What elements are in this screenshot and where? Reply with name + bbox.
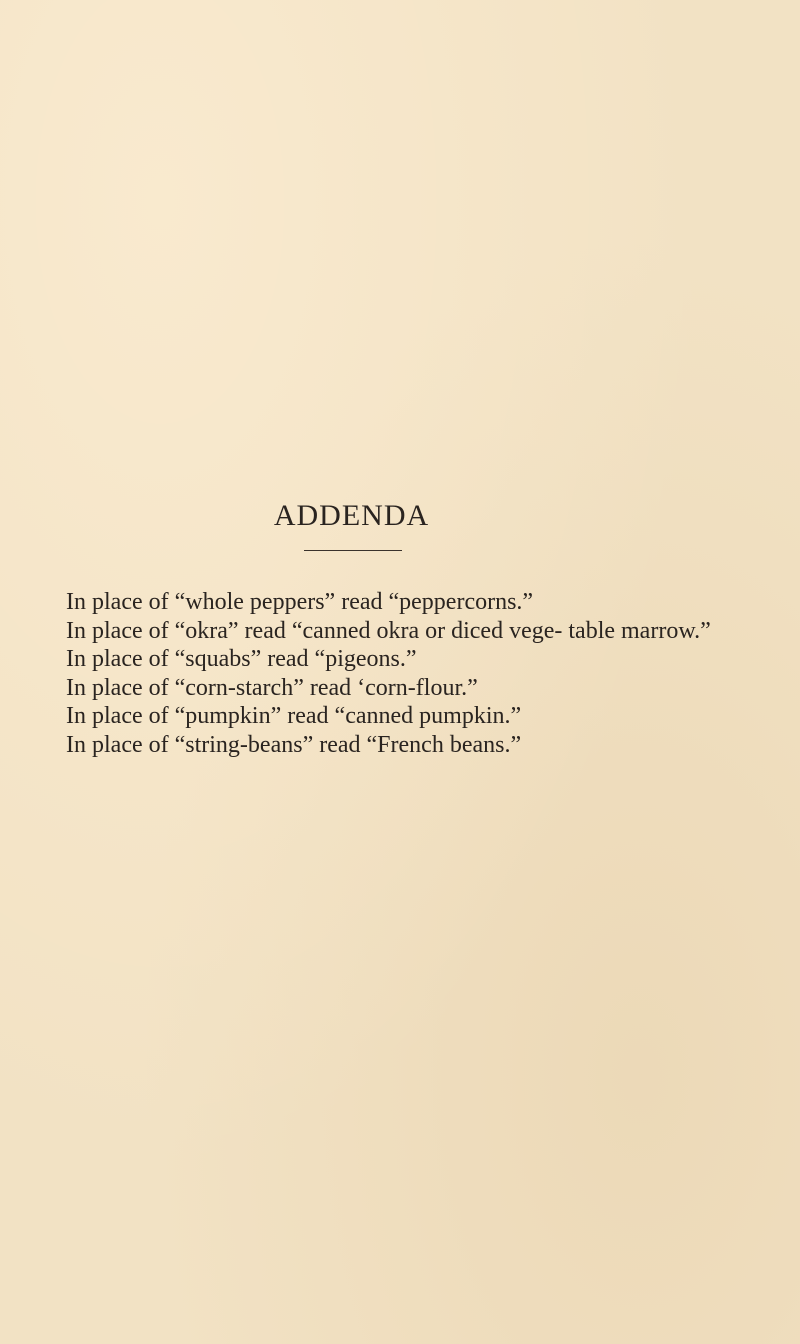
page-heading: ADDENDA (273, 499, 430, 532)
addenda-entry: In place of “okra” read “canned okra or diced vege- table marrow.” (66, 617, 711, 644)
addenda-entry: In place of “whole peppers” read “peppercorns.” (66, 589, 534, 615)
addenda-entry: In place of “squabs” read “pigeons.” (66, 646, 417, 673)
addenda-list (66, 588, 746, 760)
heading-divider (304, 550, 402, 551)
addenda-entry: In place of “string-beans” read “French beans.” (66, 731, 522, 758)
addenda-entry: In place of “pumpkin” read “canned pumpkin.” (66, 703, 522, 730)
addenda-entry: In place of “corn-starch” read ‘corn-flour.” (66, 674, 478, 701)
